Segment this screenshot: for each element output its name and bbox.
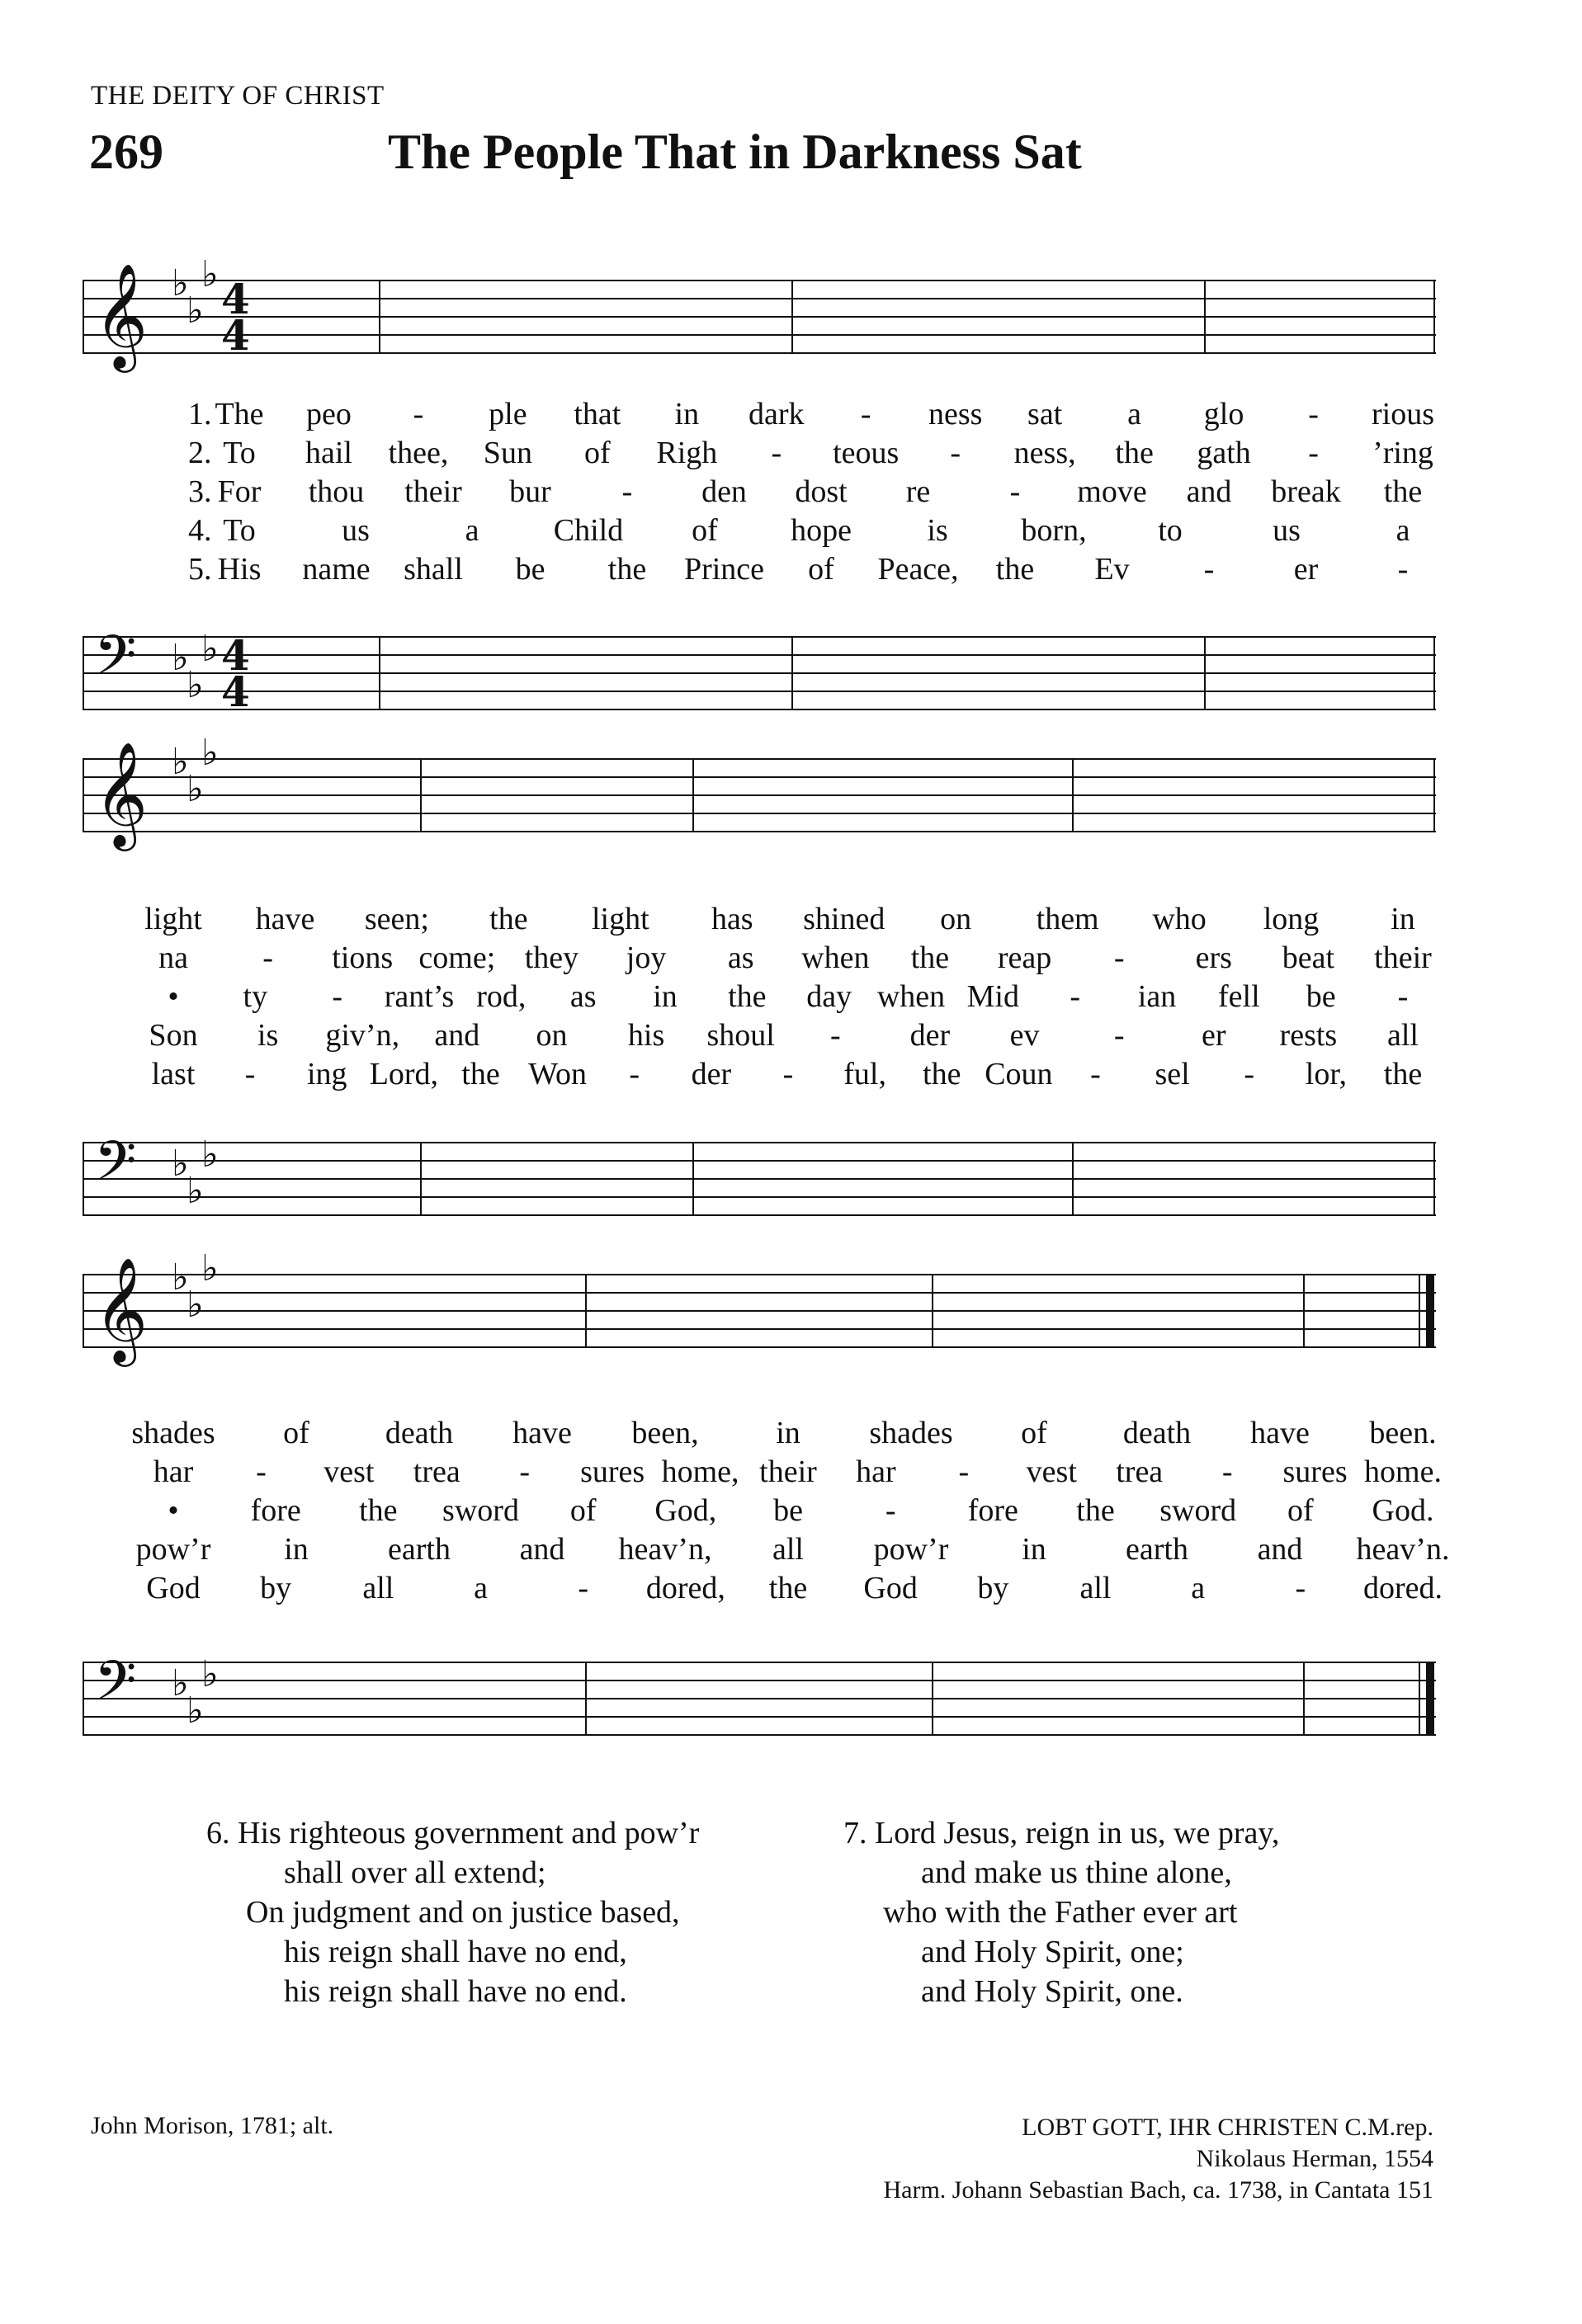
lyric-syllable: Ev [1094, 552, 1130, 587]
lyric-syllable: a [465, 513, 479, 548]
lyric-syllable: the [728, 979, 767, 1014]
bass-staff [83, 1649, 1436, 1735]
lyric-syllable: of [692, 513, 718, 548]
verse-line: 6. His righteous government and pow’r [206, 1816, 700, 1850]
lyric-syllable: who [1152, 902, 1207, 936]
lyric-syllable: when [801, 940, 870, 975]
lyric-syllable: Sun [483, 436, 532, 470]
flat-icon: ♭ [172, 1256, 189, 1299]
bass-clef-icon: 𝄢 [94, 1129, 137, 1206]
lyric-syllable: shined [803, 902, 885, 936]
hyphen: - [262, 940, 273, 975]
lyric-syllable: God. [1372, 1493, 1434, 1528]
lyric-syllable: the [359, 1493, 398, 1528]
lyric-syllable: of [1021, 1416, 1047, 1450]
hymn-title: The People That in Darkness Sat [388, 125, 1082, 179]
lyric-syllable: to [1158, 513, 1183, 548]
lyric-syllable: er [1202, 1018, 1226, 1053]
hyphen: - [1090, 1057, 1101, 1091]
verse-line: and make us thine alone, [921, 1855, 1232, 1890]
lyric-syllable: the [1115, 436, 1154, 470]
lyric-syllable: sures [580, 1454, 645, 1489]
hymn-number: 269 [89, 125, 163, 179]
lyric-syllable: hope [791, 513, 852, 548]
lyric-syllable: For [217, 474, 262, 509]
flat-icon: ♭ [201, 628, 219, 670]
staff-lines [83, 1129, 1436, 1215]
lyric-syllable: home. [1364, 1454, 1442, 1489]
lyric-syllable: of [569, 1493, 597, 1528]
lyric-syllable: move [1077, 474, 1147, 509]
bass-staff [83, 624, 1436, 716]
hyphen: - [1203, 552, 1215, 587]
lyric-syllable: ple [489, 397, 527, 431]
composer-credit: Nikolaus Herman, 1554 [1196, 2145, 1433, 2172]
lyric-syllable: seen; [364, 902, 429, 936]
lyric-syllable: • [168, 1493, 179, 1528]
lyric-syllable: sures [1282, 1454, 1348, 1489]
flat-icon: ♭ [187, 290, 204, 332]
lyric-syllable: have [1250, 1416, 1310, 1450]
flat-icon: ♭ [187, 1170, 204, 1212]
lyric-syllable: den [701, 474, 747, 509]
lyric-syllable: der [909, 1018, 951, 1053]
hyphen: - [621, 474, 633, 509]
lyric-line [83, 901, 1436, 939]
hyphen: - [1009, 474, 1021, 509]
verse-number: 4. [188, 513, 212, 548]
lyric-syllable: of [584, 436, 611, 470]
lyric-syllable: shades [869, 1416, 953, 1450]
lyric-syllable: Coun [985, 1057, 1053, 1091]
verse-line: 7. Lord Jesus, reign in us, we pray, [843, 1816, 1280, 1850]
lyric-syllable: in [674, 397, 700, 431]
verse-7 [843, 1813, 1279, 2011]
hyphen: - [1113, 1018, 1125, 1053]
lyric-syllable: by [977, 1571, 1009, 1605]
lyric-syllable: that [574, 397, 621, 431]
lyric-syllable: name [302, 552, 371, 587]
lyric-syllable: by [260, 1571, 292, 1605]
staff-lines [83, 253, 1436, 368]
harmonization-credit: Harm. Johann Sebastian Bach, ca. 1738, in Cantata 151 [883, 2176, 1433, 2204]
treble-clef-icon: 𝄞 [94, 1256, 149, 1362]
flat-icon: ♭ [201, 1247, 219, 1289]
lyric-syllable: of [808, 552, 834, 587]
lyric-syllable: gath [1197, 436, 1251, 470]
lyric-syllable: all [1079, 1571, 1112, 1605]
lyric-syllable: all [1387, 1018, 1419, 1053]
lyric-syllable: ev [1009, 1018, 1040, 1053]
lyric-syllable: us [342, 513, 370, 548]
hyphen: - [1221, 1454, 1233, 1489]
lyric-syllable: Prince [683, 552, 765, 587]
lyric-syllable: hail [305, 436, 352, 470]
text-credit: John Morison, 1781; alt. [91, 2112, 334, 2139]
treble-staff [83, 1247, 1436, 1362]
lyric-line [83, 551, 1436, 589]
flat-icon: ♭ [187, 1284, 204, 1326]
lyric-syllable: has [711, 902, 753, 936]
lyric-syllable: er [1293, 552, 1319, 587]
lyric-syllable: when [876, 979, 946, 1014]
flat-icon: ♭ [172, 741, 189, 783]
tune-name: LOBT GOTT, IHR CHRISTEN C.M.rep. [1022, 2114, 1433, 2141]
lyric-syllable: fore [967, 1493, 1018, 1528]
lyric-syllable: earth [388, 1532, 451, 1567]
flat-icon: ♭ [187, 768, 204, 810]
lyric-syllable: the [607, 552, 647, 587]
final-barline [1426, 1275, 1434, 1347]
lyric-syllable: ness, [1013, 436, 1076, 470]
flat-icon: ♭ [201, 1134, 219, 1176]
lyric-syllable: the [461, 1057, 500, 1091]
lyric-line [83, 1415, 1436, 1453]
verse-line: who with the Father ever art [883, 1895, 1238, 1930]
lyric-syllable: reap [997, 940, 1052, 975]
section-header: THE DEITY OF CHRIST [91, 81, 385, 111]
lyric-syllable: be [773, 1493, 803, 1528]
lyric-line [83, 474, 1436, 511]
lyric-line [83, 978, 1436, 1016]
flat-icon: ♭ [201, 732, 219, 774]
lyric-syllable: been. [1369, 1416, 1437, 1450]
staff-lines [83, 732, 1436, 846]
lyric-syllable: light [591, 902, 649, 936]
lyric-syllable: as [569, 979, 597, 1014]
lyric-syllable: har [153, 1454, 194, 1489]
lyric-syllable: giv’n, [325, 1018, 400, 1053]
flat-icon: ♭ [172, 1143, 189, 1185]
bass-clef-icon: 𝄢 [94, 1649, 137, 1726]
lyric-syllable: day [806, 979, 852, 1014]
lyric-syllable: der [691, 1057, 732, 1091]
lyric-syllable: dored. [1362, 1571, 1443, 1605]
lyric-syllable: beat [1282, 940, 1335, 975]
lyric-syllable: them [1036, 902, 1099, 936]
lyric-syllable: ful, [843, 1057, 886, 1091]
lyric-syllable: heav’n, [618, 1532, 712, 1567]
hyphen: - [413, 397, 424, 431]
lyric-syllable: as [727, 940, 754, 975]
time-signature: 4 [221, 631, 250, 680]
lyric-syllable: rests [1279, 1018, 1338, 1053]
lyric-syllable: teous [833, 436, 900, 470]
lyric-syllable: rant’s [384, 979, 455, 1014]
lyric-syllable: dost [795, 474, 848, 509]
lyric-syllable: have [512, 1416, 572, 1450]
lyric-syllable: in [1391, 902, 1415, 936]
lyric-syllable: shall [404, 552, 463, 587]
lyric-syllable: trea [1116, 1454, 1164, 1489]
hyphen: - [950, 436, 961, 470]
treble-clef-icon: 𝄞 [94, 262, 149, 368]
final-barline [1426, 1662, 1434, 1735]
lyric-syllable: God, [654, 1493, 717, 1528]
lyric-syllable: lor, [1305, 1057, 1347, 1091]
lyric-syllable: His [217, 552, 262, 587]
hyphen: - [1113, 940, 1125, 975]
lyric-syllable: Mid [966, 979, 1020, 1014]
lyric-syllable: a [1191, 1571, 1206, 1605]
hyphen: - [829, 1018, 841, 1053]
lyric-syllable: all [362, 1571, 394, 1605]
lyric-syllable: all [772, 1532, 804, 1567]
lyric-syllable: Peace, [877, 552, 959, 587]
lyric-line [83, 512, 1436, 550]
hyphen: - [256, 1454, 267, 1489]
lyric-syllable: trea [413, 1454, 460, 1489]
lyric-syllable: born, [1021, 513, 1087, 548]
lyric-syllable: pow’r [135, 1532, 211, 1567]
verse-line: and Holy Spirit, one; [921, 1935, 1184, 1969]
hyphen: - [519, 1454, 531, 1489]
treble-staff [83, 253, 1436, 368]
verse-line: his reign shall have no end. [284, 1974, 627, 2009]
lyric-syllable: shoul [706, 1018, 775, 1053]
lyric-syllable: ing [306, 1057, 347, 1091]
lyric-line [83, 435, 1436, 473]
staff-lines [83, 624, 1436, 716]
verse-number: 2. [188, 436, 212, 470]
lyric-syllable: • [168, 979, 179, 1014]
lyric-line [83, 1531, 1450, 1569]
lyric-syllable: a [474, 1571, 488, 1605]
verse-number: 3. [188, 474, 212, 509]
lyric-syllable: har [856, 1454, 896, 1489]
lyric-syllable: sat [1027, 397, 1063, 431]
lyric-syllable: pow’r [873, 1532, 949, 1567]
verse-number: 1. [188, 397, 212, 431]
treble-staff [83, 732, 1436, 846]
time-signature: 4 [221, 275, 250, 323]
verse-number: 5. [188, 552, 212, 587]
lyric-syllable: us [1273, 513, 1301, 548]
lyric-syllable: ness [928, 397, 983, 431]
verse-line: shall over all extend; [284, 1855, 546, 1890]
staff-lines [83, 1649, 1436, 1735]
lyric-syllable: shades [131, 1416, 215, 1450]
lyric-syllable: fell [1218, 979, 1260, 1014]
lyric-line [83, 1492, 1436, 1530]
lyric-syllable: of [283, 1416, 309, 1450]
flat-icon: ♭ [187, 664, 204, 706]
bass-staff [83, 1129, 1436, 1215]
verse-6 [206, 1813, 699, 2011]
hyphen: - [578, 1571, 588, 1605]
lyric-syllable: of [1287, 1493, 1314, 1528]
lyric-syllable: the [768, 1571, 808, 1605]
hyphen: - [782, 1057, 794, 1091]
lyric-syllable: and [1186, 474, 1232, 509]
flat-icon: ♭ [201, 1653, 219, 1695]
flat-icon: ♭ [201, 253, 219, 295]
lyric-syllable: in [776, 1416, 800, 1450]
lyric-syllable: heav’n. [1356, 1532, 1450, 1567]
lyric-syllable: thee, [388, 436, 449, 470]
lyric-syllable: their [759, 1454, 817, 1489]
lyric-syllable: the [1076, 1493, 1115, 1528]
flat-icon: ♭ [172, 262, 189, 304]
lyric-syllable: on [940, 902, 972, 936]
bass-clef-icon: 𝄢 [94, 624, 137, 700]
lyric-syllable: the [923, 1057, 961, 1091]
lyric-syllable: The [215, 397, 264, 431]
lyric-syllable: Lord, [369, 1057, 439, 1091]
lyric-syllable: and [434, 1018, 480, 1053]
lyric-syllable: To [223, 436, 256, 470]
lyric-line [83, 940, 1436, 978]
lyric-syllable: be [515, 552, 545, 587]
lyric-syllable: light [144, 902, 202, 936]
hyphen: - [958, 1454, 970, 1489]
hyphen: - [1244, 1057, 1255, 1091]
lyric-syllable: and [1257, 1532, 1303, 1567]
lyric-syllable: the [489, 902, 528, 936]
lyric-syllable: tions [332, 940, 394, 975]
hyphen: - [771, 436, 782, 470]
lyric-syllable: Won [528, 1057, 588, 1091]
lyric-syllable: on [536, 1018, 568, 1053]
lyric-syllable: death [385, 1416, 454, 1450]
lyric-line [83, 1570, 1443, 1608]
lyric-syllable: fore [250, 1493, 301, 1528]
hyphen: - [629, 1057, 640, 1091]
lyric-syllable: re [905, 474, 931, 509]
lyric-syllable: is [257, 1018, 279, 1053]
lyric-syllable: ian [1137, 979, 1177, 1014]
lyric-syllable: To [223, 513, 256, 548]
lyric-syllable: peo [306, 397, 352, 431]
lyric-syllable: vest [323, 1454, 375, 1489]
hyphen: - [1397, 552, 1409, 587]
lyric-syllable: last [151, 1057, 196, 1091]
lyric-syllable: ers [1195, 940, 1232, 975]
lyric-syllable: glo [1203, 397, 1244, 431]
flat-icon: ♭ [172, 1662, 189, 1704]
lyric-syllable: break [1271, 474, 1341, 509]
time-signature: 4 [221, 311, 250, 360]
lyric-syllable: Son [149, 1018, 198, 1053]
lyric-line [83, 1454, 1442, 1492]
time-signature: 4 [221, 667, 250, 716]
lyric-syllable: they [524, 940, 579, 975]
verse-line: On judgment and on justice based, [246, 1895, 680, 1930]
lyric-syllable: dored, [645, 1571, 725, 1605]
lyric-syllable: been, [631, 1416, 699, 1450]
lyric-syllable: the [995, 552, 1035, 587]
lyric-syllable: vest [1026, 1454, 1077, 1489]
lyric-syllable: come; [418, 940, 496, 975]
lyric-syllable: Righ [656, 436, 718, 470]
lyric-syllable: Child [553, 513, 624, 548]
lyric-line [83, 1056, 1436, 1094]
lyric-syllable: earth [1126, 1532, 1188, 1567]
lyric-syllable: sel [1155, 1057, 1190, 1091]
hyphen: - [1070, 979, 1080, 1014]
flat-icon: ♭ [172, 637, 189, 679]
lyric-syllable: a [1395, 513, 1410, 548]
lyric-syllable: sword [442, 1493, 519, 1528]
lyric-syllable: thou [308, 474, 365, 509]
lyric-syllable: God [863, 1571, 918, 1605]
hyphen: - [860, 397, 871, 431]
lyric-line [83, 396, 1436, 434]
lyric-syllable: and [519, 1532, 565, 1567]
lyric-syllable: home, [661, 1454, 739, 1489]
lyric-syllable: rod, [476, 979, 527, 1014]
hyphen: - [1308, 397, 1319, 431]
lyric-syllable: be [1306, 979, 1336, 1014]
staff-lines [83, 1247, 1436, 1362]
lyric-syllable: the [910, 940, 950, 975]
lyric-syllable: in [653, 979, 678, 1014]
lyric-syllable: in [284, 1532, 309, 1567]
verse-line: his reign shall have no end, [284, 1935, 627, 1969]
lyric-syllable: a [1127, 397, 1142, 431]
hyphen: - [1397, 979, 1409, 1014]
lyric-syllable: ’ring [1372, 436, 1433, 470]
lyric-syllable: the [1383, 474, 1423, 509]
hyphen: - [885, 1493, 896, 1528]
flat-icon: ♭ [187, 1690, 204, 1732]
lyric-syllable: death [1122, 1416, 1192, 1450]
lyric-syllable: na [158, 940, 188, 975]
lyric-syllable: their [1374, 940, 1432, 975]
lyric-syllable: God [146, 1571, 201, 1605]
lyric-syllable: have [255, 902, 315, 936]
lyric-syllable: in [1022, 1532, 1046, 1567]
tune-credits [883, 2112, 1433, 2206]
hyphen: - [244, 1057, 256, 1091]
lyric-syllable: his [627, 1018, 665, 1053]
lyric-syllable: long [1263, 902, 1320, 936]
lyric-syllable: is [927, 513, 948, 548]
lyric-syllable: dark [748, 397, 805, 431]
lyric-syllable: joy [626, 940, 667, 975]
hyphen: - [1308, 436, 1319, 470]
lyric-syllable: ty [243, 979, 268, 1014]
treble-clef-icon: 𝄞 [94, 741, 149, 846]
lyric-syllable: their [404, 474, 462, 509]
lyric-syllable: sword [1159, 1493, 1237, 1528]
hyphen: - [332, 979, 342, 1014]
lyric-syllable: bur [509, 474, 551, 509]
lyric-syllable: rious [1372, 397, 1434, 431]
verse-line: and Holy Spirit, one. [921, 1974, 1183, 2009]
hyphen: - [1295, 1571, 1306, 1605]
lyric-line [83, 1017, 1436, 1055]
lyric-syllable: the [1383, 1057, 1423, 1091]
